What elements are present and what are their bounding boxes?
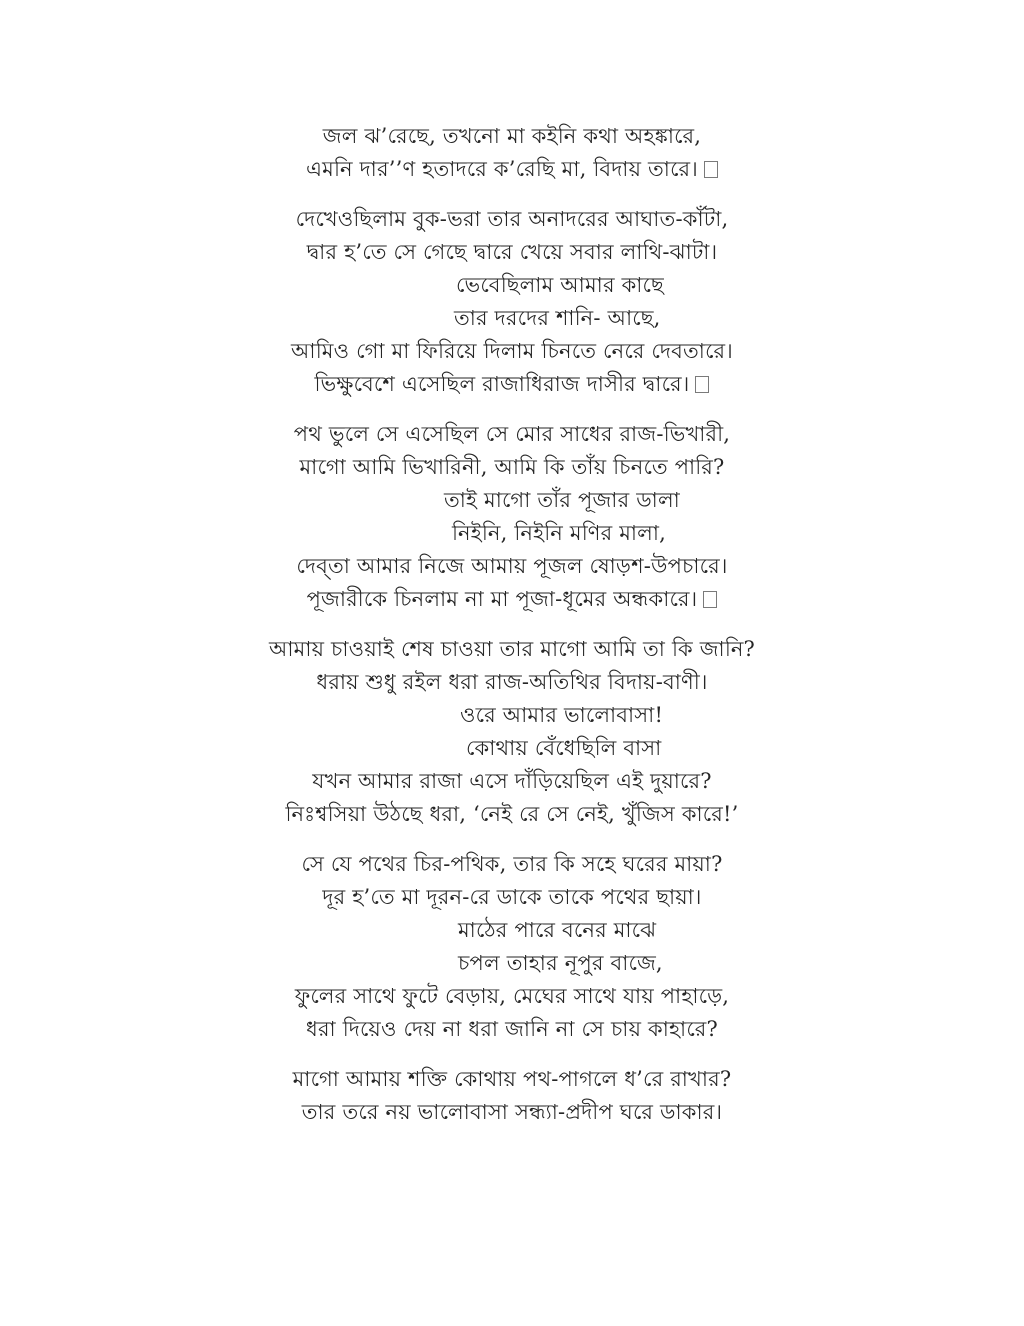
poem-line-text: ওরে আমার ভালোবাসা! <box>460 703 664 727</box>
poem-line <box>0 881 1024 914</box>
poem-line <box>0 335 1024 368</box>
poem-line-text: দ্বার হ’তে সে গেছে দ্বারে খেয়ে সবার লাথি-ঝাটা। <box>306 240 718 264</box>
poem-line <box>0 550 1024 583</box>
poem-line-text: কোথায় বেঁধেছিলি বাসা <box>466 736 662 760</box>
poem-line-text: পথ ভুলে সে এসেছিল সে মোর সাধের রাজ-ভিখারী, <box>293 422 731 446</box>
poem-line-text: যখন আমার রাজা এসে দাঁড়িয়েছিল এই দুয়ারে? <box>312 769 712 793</box>
poem-line <box>0 153 1024 186</box>
poem-line-text: দূর হ’তে মা দূরন-রে ডাকে তাকে পথের ছায়া। <box>322 885 702 909</box>
poem-line-text: ধরা দিয়েও দেয় না ধরা জানি না সে চায় কাহারে? <box>306 1017 718 1041</box>
poem-line-text: পূজারীকে চিনলাম না মা পূজা-ধূমের অন্ধকারে। <box>306 587 698 611</box>
poem-line-text: মাগো আমায় শক্তি কোথায় পথ-পাগলে ধ’রে রাখার? <box>292 1067 732 1091</box>
stanza-2 <box>0 203 1024 401</box>
poem-line-text: মাঠের পারে বনের মাঝে <box>458 918 657 942</box>
poem-line <box>0 583 1024 616</box>
missing-glyph-box-icon <box>703 591 717 608</box>
poem-line-text: চপল তাহার নূপুর বাজে, <box>458 951 663 975</box>
poem-line-text: আমায় চাওয়াই শেষ চাওয়া তার মাগো আমি তা কি জানি? <box>268 637 756 661</box>
poem-line-text: এমনি দার’’ণ হতাদরে ক’রেছি মা, বিদায় তারে। <box>306 157 698 181</box>
poem-line-indented <box>0 947 1024 980</box>
poem-line-text: জল ঝ’রেছে, তখনো মা কইনি কথা অহঙ্কারে, <box>322 124 702 148</box>
poem-line-text: ধরায় শুধু রইল ধরা রাজ-অতিথির বিদায়-বাণী। <box>316 670 708 694</box>
poem-page <box>0 120 1024 1146</box>
stanza-5 <box>0 848 1024 1046</box>
poem-line-text: নিইনি, নিইনি মণির মালা, <box>452 521 666 545</box>
poem-line-indented <box>0 699 1024 732</box>
poem-line-text: ফুলের সাথে ফুটে বেড়ায়, মেঘের সাথে যায় পাহাড়ে, <box>294 984 730 1008</box>
poem-line <box>0 1063 1024 1096</box>
poem-line-text: সে যে পথের চির-পথিক, তার কি সহে ঘরের মায়া? <box>301 852 723 876</box>
poem-line <box>0 666 1024 699</box>
poem-line-indented <box>0 517 1024 550</box>
poem-line-text: দেব্‌তা আমার নিজে আমায় পূজল ষোড়শ-উপচারে। <box>296 554 728 578</box>
poem-line-text: আমিও গো মা ফিরিয়ে দিলাম চিনতে নেরে দেবতারে। <box>291 339 733 363</box>
poem-line-text: তার দরদের শানি- আছে, <box>454 306 661 330</box>
poem-line-indented <box>0 302 1024 335</box>
stanza-6 <box>0 1063 1024 1129</box>
poem-line-indented <box>0 914 1024 947</box>
poem-line-text: দেখেওছিলাম বুক-ভরা তার অনাদরের আঘাত-কাঁটা, <box>295 207 729 231</box>
poem-line <box>0 848 1024 881</box>
poem-line-text: ভিক্ষুবেশে এসেছিল রাজাধিরাজ দাসীর দ্বারে। <box>314 372 690 396</box>
poem-line <box>0 418 1024 451</box>
poem-line-text: তাই মাগো তাঁর পূজার ডালা <box>444 488 680 512</box>
poem-line-text: মাগো আমি ভিখারিনী, আমি কি তাঁয় চিনতে পারি? <box>299 455 725 479</box>
poem-line <box>0 765 1024 798</box>
poem-line <box>0 120 1024 153</box>
stanza-1 <box>0 120 1024 186</box>
stanza-3 <box>0 418 1024 616</box>
poem-line <box>0 1013 1024 1046</box>
poem-line-text: নিঃশ্বসিয়া উঠছে ধরা, ‘নেই রে সে নেই, খুঁজিস কারে!’ <box>285 802 739 826</box>
poem-line <box>0 798 1024 831</box>
poem-line-indented <box>0 269 1024 302</box>
poem-line <box>0 1096 1024 1129</box>
poem-line-indented <box>0 484 1024 517</box>
poem-line <box>0 451 1024 484</box>
poem-line <box>0 633 1024 666</box>
poem-line-text: তার তরে নয় ভালোবাসা সন্ধ্যা-প্রদীপ ঘরে ডাকার। <box>301 1100 723 1124</box>
missing-glyph-box-icon <box>704 161 718 178</box>
poem-line <box>0 980 1024 1013</box>
missing-glyph-box-icon <box>695 376 709 393</box>
poem-line <box>0 203 1024 236</box>
poem-line <box>0 368 1024 401</box>
poem-line-text: ভেবেছিলাম আমার কাছে <box>456 273 664 297</box>
poem-line-indented <box>0 732 1024 765</box>
poem-line <box>0 236 1024 269</box>
stanza-4 <box>0 633 1024 831</box>
